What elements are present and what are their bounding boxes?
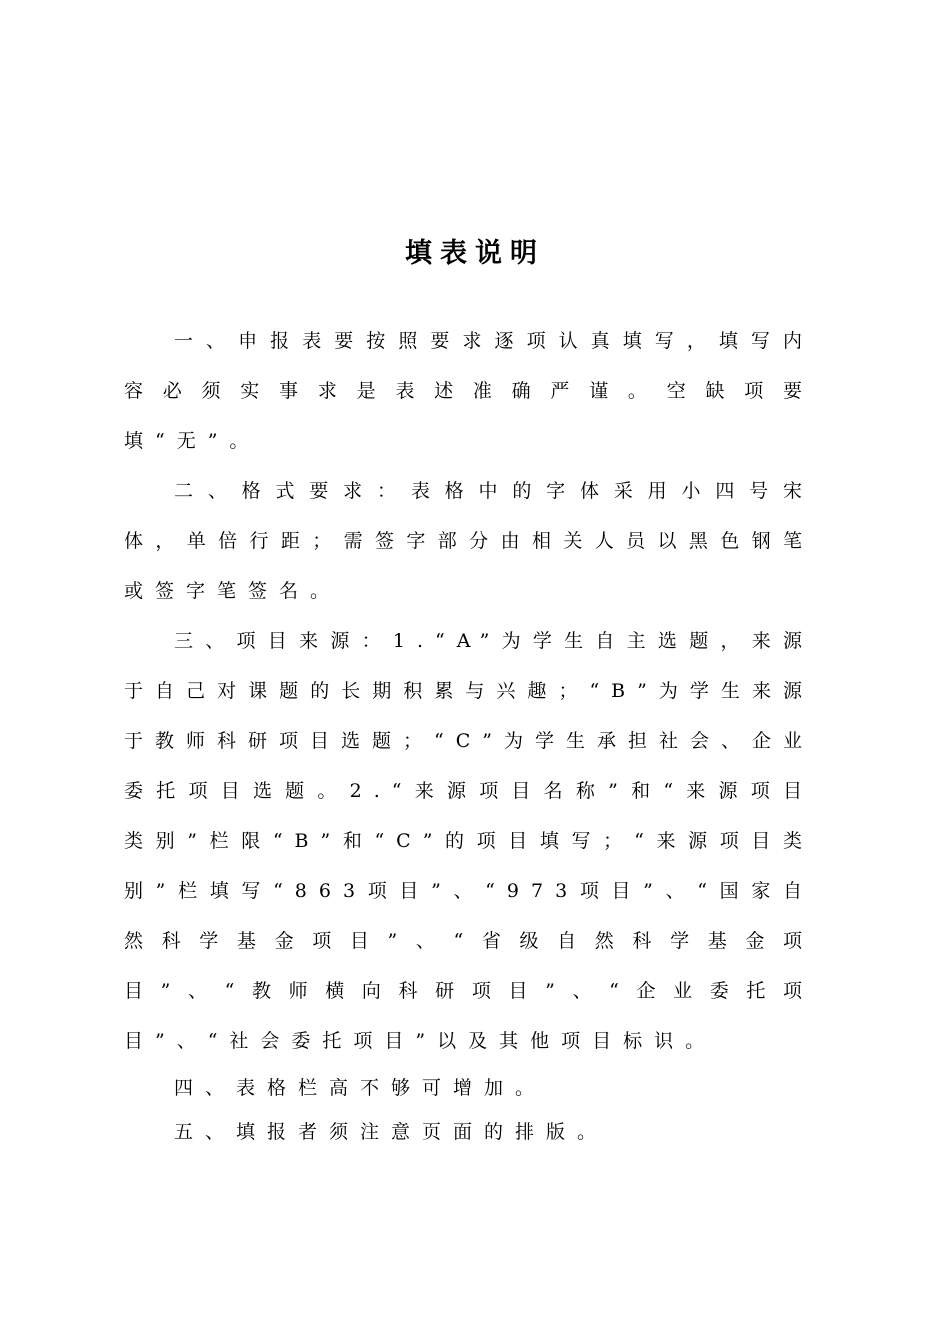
instruction-paragraph-5: 五、填报者须注意页面的排版。	[174, 1121, 609, 1143]
instruction-paragraph-2: 二、格式要求：表格中的字体采用小四号宋体，单倍行距；需签字部分由相关人员以黑色钢笔或签字笔签名。	[124, 480, 814, 602]
instructions-body	[124, 316, 814, 1154]
instruction-paragraph-1: 一、申报表要按照要求逐项认真填写，填写内容必须实事求是表述准确严谨。空缺项要填“无”。	[124, 330, 814, 452]
instruction-paragraph-4: 四、表格栏高不够可增加。	[174, 1077, 547, 1099]
page-title: 填表说明	[405, 238, 545, 269]
instruction-paragraph-3: 三、项目来源：1.“A”为学生自主选题，来源于自己对课题的长期积累与兴趣；“B”为学生来源于教师科研项目选题；“C”为学生承担社会、企业委托项目选题。2.“来源项目名称”和“来源项目类别”栏限“B”和“C”的项目填写；“来源项目类别”栏填写“863项目”、“973项目”、“国家自然科学基金项目”、“省级自然科学基金项目”、“教师横向科研项目”、“企业委托项目”、“社会委托项目”以及其他项目标识。	[124, 630, 814, 1052]
